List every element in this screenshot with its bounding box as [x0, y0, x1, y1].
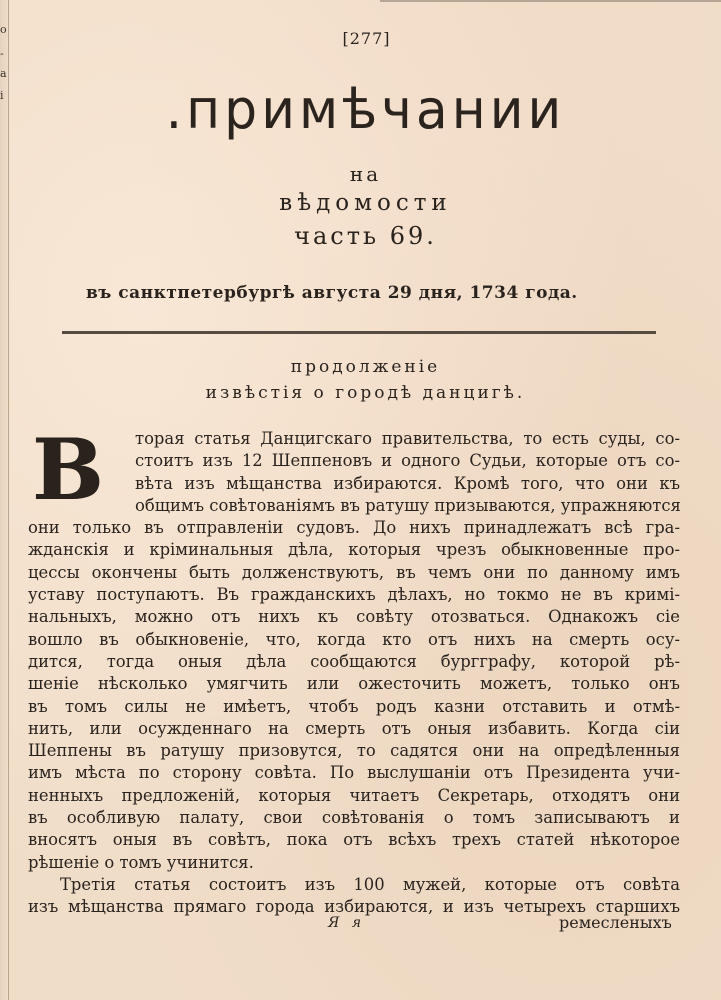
- body-line: шеніе нѣсколько умягчить или ожесточить можетъ, только онъ: [28, 674, 680, 694]
- body-line: ненныхъ предложеній, которыя читаетъ Секретарь, отходятъ они: [28, 785, 680, 805]
- section-heading-topic: извѣстія о городѣ данцигѣ.: [205, 383, 526, 403]
- body-line: нальныхъ, можно отъ нихъ къ совѣту отозваться. Однакожъ сіе: [28, 607, 680, 627]
- body-line: въ особливую палату, свои совѣтованія о томъ записываютъ и: [28, 808, 680, 828]
- page-title: .примѣчании: [165, 78, 566, 142]
- body-line: нить, или осужденнаго на смерть отъ оныя избавить. Когда сіи: [28, 718, 680, 738]
- body-line: вѣта изъ мѣщанства избираются. Кромѣ того, что они къ: [135, 473, 680, 493]
- page-number: [277]: [342, 29, 391, 48]
- body-line: торая статья Данцигскаго правительства, то есть суды, со-: [135, 429, 680, 448]
- adjacent-page-fragment: о: [0, 23, 7, 36]
- body-line: вносятъ оныя въ совѣтъ, пока отъ всѣхъ трехъ статей нѣкоторое: [28, 830, 680, 850]
- body-line-new-paragraph: Третія статья состоитъ изъ 100 мужей, которые отъ совѣта: [60, 874, 680, 894]
- section-heading-continuation: продолженіе: [290, 357, 441, 377]
- adjacent-page-fragment: -: [0, 47, 4, 60]
- adjacent-page-fragment: а: [0, 67, 7, 80]
- horizontal-rule-divider: [62, 331, 656, 334]
- body-line: цессы окончены быть долженствуютъ, въ чемъ они по данному имъ: [28, 562, 680, 582]
- body-line: уставу поступаютъ. Въ гражданскихъ дѣлахъ, но токмо не въ кримі-: [28, 585, 680, 605]
- page-gutter-edge: [0, 0, 9, 1000]
- body-line: общимъ совѣтованіямъ въ ратушу призываются, упражняются: [135, 495, 681, 515]
- body-line: въ томъ силы не имѣетъ, чтобъ родъ казни отставить и отмѣ-: [28, 696, 680, 716]
- subtitle-vedomosti: вѣдомости: [279, 190, 452, 216]
- subtitle-on: на: [349, 162, 382, 186]
- body-line: дится, тогда оныя дѣла сообщаются бургграфу, которой рѣ-: [28, 651, 680, 671]
- page-top-edge: [380, 0, 721, 2]
- body-line: вошло въ обыкновеніе, что, когда кто отъ нихъ на смерть осу-: [28, 629, 680, 649]
- drop-cap-initial: В: [32, 420, 103, 519]
- part-number: часть 69.: [294, 222, 437, 250]
- adjacent-page-fragment: і: [0, 89, 4, 102]
- body-line: изъ мѣщанства прямаго города избираются, и изъ четырехъ старшихъ: [28, 897, 680, 917]
- body-line: жданскія и кріминальныя дѣла, которыя чрезъ обыкновенные про-: [28, 540, 680, 560]
- body-line: стоитъ изъ 12 Шеппеновъ и одного Судьи, которые отъ со-: [135, 451, 680, 471]
- body-line: они только въ отправленіи судовъ. До нихъ принадлежатъ всѣ гра-: [28, 518, 680, 538]
- catchword: ремесленыхъ: [559, 913, 672, 932]
- body-line-paragraph-end: рѣшеніе о томъ учинится.: [28, 852, 254, 872]
- dateline: въ санктпетербургѣ августа 29 дня, 1734 года.: [86, 283, 578, 303]
- body-line: Шеппены въ ратушу призовутся, то садятся они на опредѣленныя: [28, 741, 680, 761]
- body-line: имъ мѣста по сторону совѣта. По выслушаніи отъ Президента учи-: [28, 763, 680, 783]
- signature-mark: Я я: [328, 915, 366, 931]
- article-body: [28, 420, 681, 919]
